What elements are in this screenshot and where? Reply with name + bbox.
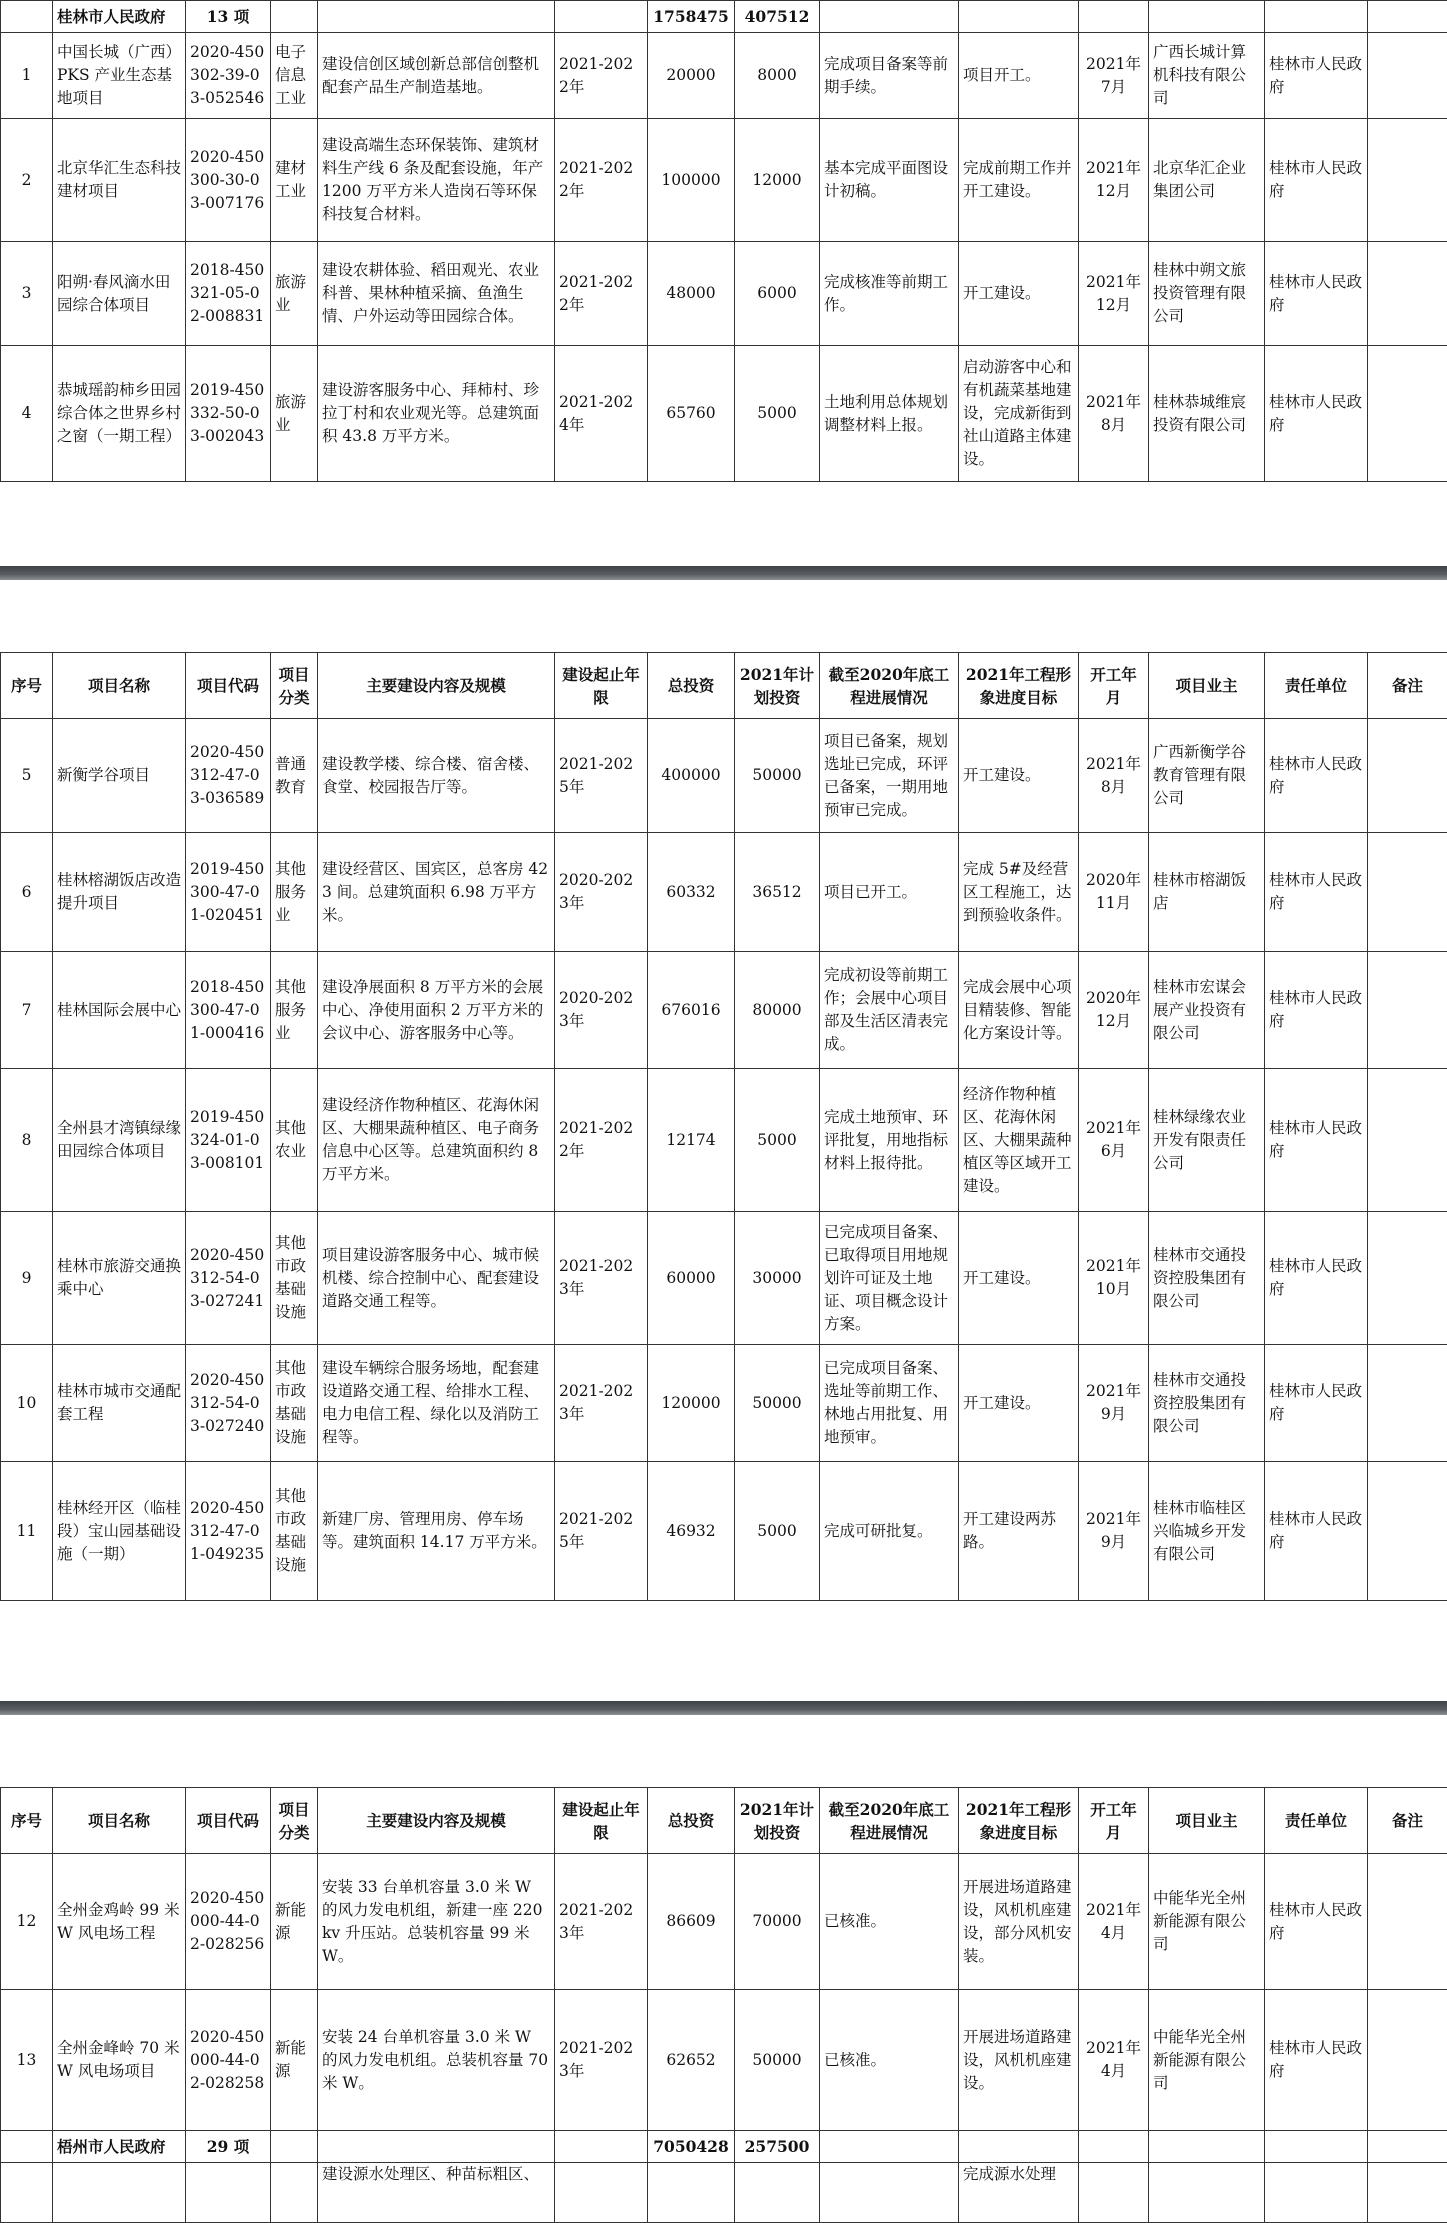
cell-plan: 6000 xyxy=(735,242,820,346)
cell-start: 2020年12月 xyxy=(1079,952,1149,1069)
cell-start: 2021年9月 xyxy=(1079,1345,1149,1462)
cell-resp: 桂林市人民政府 xyxy=(1265,719,1368,833)
cell-start: 2021年9月 xyxy=(1079,1462,1149,1601)
header-cell: 截至2020年底工程进展情况 xyxy=(820,1788,959,1854)
summary-plan: 407512 xyxy=(735,1,820,33)
cell-plan: 12000 xyxy=(735,119,820,242)
cell-start: 2020年11月 xyxy=(1079,833,1149,952)
cell-target: 开工建设。 xyxy=(959,719,1079,833)
cell-code: 2020-450312-54-03-027240 xyxy=(186,1345,271,1462)
cell-total: 48000 xyxy=(648,242,735,346)
cell-start: 2021年6月 xyxy=(1079,1069,1149,1212)
cell-owner: 桂林市临桂区兴临城乡开发有限公司 xyxy=(1149,1462,1265,1601)
cell-start: 2021年4月 xyxy=(1079,1990,1149,2131)
cell-content: 建设经济作物种植区、花海休闲区、大棚果蔬种植区、电子商务信息中心区等。总建筑面积约 8 万平方米。 xyxy=(318,1069,555,1212)
cell-progress: 完成项目备案等前期手续。 xyxy=(820,33,959,119)
table-row xyxy=(1,242,1447,346)
cell-plan: 5000 xyxy=(735,346,820,482)
cell-progress: 完成核准等前期工作。 xyxy=(820,242,959,346)
cell-no: 7 xyxy=(1,952,53,1069)
header-row xyxy=(1,1788,1447,1854)
header-cell: 截至2020年底工程进展情况 xyxy=(820,653,959,719)
cell-target: 完成会展中心项目精装修、智能化方案设计等。 xyxy=(959,952,1079,1069)
cell-plan: 36512 xyxy=(735,833,820,952)
cell-years: 2021-2023年 xyxy=(555,1990,648,2131)
cell-resp: 桂林市人民政府 xyxy=(1265,833,1368,952)
cell-plan: 70000 xyxy=(735,1854,820,1990)
summary-gov-name: 桂林市人民政府 xyxy=(53,1,186,33)
table-row xyxy=(1,33,1447,119)
cell-category: 其他市政基础设施 xyxy=(271,1345,318,1462)
cell-resp: 桂林市人民政府 xyxy=(1265,242,1368,346)
header-cell: 主要建设内容及规模 xyxy=(318,1788,555,1854)
header-cell: 开工年月 xyxy=(1079,653,1149,719)
cell-progress: 已核准。 xyxy=(820,1854,959,1990)
cell-category: 其他市政基础设施 xyxy=(271,1462,318,1601)
cell-code: 2019-450332-50-03-002043 xyxy=(186,346,271,482)
cell-owner: 广西长城计算机科技有限公司 xyxy=(1149,33,1265,119)
cell-content: 新建厂房、管理用房、停车场等。建筑面积 14.17 万平方米。 xyxy=(318,1462,555,1601)
header-cell: 项目分类 xyxy=(271,653,318,719)
cell-plan: 50000 xyxy=(735,1345,820,1462)
cell-total: 20000 xyxy=(648,33,735,119)
cell-name: 桂林市旅游交通换乘中心 xyxy=(53,1212,186,1345)
cell-name: 中国长城（广西）PKS 产业生态基地项目 xyxy=(53,33,186,119)
cell-resp: 桂林市人民政府 xyxy=(1265,346,1368,482)
cell-resp: 桂林市人民政府 xyxy=(1265,1345,1368,1462)
cell-plan: 5000 xyxy=(735,1462,820,1601)
page-1 xyxy=(0,0,1447,482)
cell-years: 2021-2022年 xyxy=(555,119,648,242)
cell-owner: 桂林市榕湖饭店 xyxy=(1149,833,1265,952)
cell-note xyxy=(1368,1462,1447,1601)
cell-no: 13 xyxy=(1,1990,53,2131)
header-cell: 项目代码 xyxy=(186,653,271,719)
cell-no: 6 xyxy=(1,833,53,952)
cell-progress: 完成可研批复。 xyxy=(820,1462,959,1601)
cell-target: 完成源水处理 xyxy=(959,2163,1079,2223)
cell-owner: 桂林中朔文旅投资管理有限公司 xyxy=(1149,242,1265,346)
cell-target: 完成 5#及经营区工程施工，达到预验收条件。 xyxy=(959,833,1079,952)
cell-resp: 桂林市人民政府 xyxy=(1265,1069,1368,1212)
cell-name: 北京华汇生态科技建材项目 xyxy=(53,119,186,242)
cell-code: 2020-450312-47-01-049235 xyxy=(186,1462,271,1601)
cell-code: 2018-450300-47-01-000416 xyxy=(186,952,271,1069)
cell-owner: 北京华汇企业集团公司 xyxy=(1149,119,1265,242)
cell-years: 2021-2025年 xyxy=(555,1462,648,1601)
cell-content: 建设游客服务中心、拜柿村、珍拉丁村和农业观光等。总建筑面积 43.8 万平方米。 xyxy=(318,346,555,482)
header-row xyxy=(1,653,1447,719)
cell-years: 2021-2023年 xyxy=(555,1345,648,1462)
cell-code: 2020-450000-44-02-028258 xyxy=(186,1990,271,2131)
cell-total: 60000 xyxy=(648,1212,735,1345)
cell-start: 2021年8月 xyxy=(1079,719,1149,833)
project-table-page-2 xyxy=(0,652,1447,1601)
cell-category: 其他农业 xyxy=(271,1069,318,1212)
cell-name: 新衡学谷项目 xyxy=(53,719,186,833)
cell-start: 2021年8月 xyxy=(1079,346,1149,482)
cell-progress: 已完成项目备案、已取得项目用地规划许可证及土地证、项目概念设计方案。 xyxy=(820,1212,959,1345)
cell-name: 桂林市城市交通配套工程 xyxy=(53,1345,186,1462)
cell-category: 普通教育 xyxy=(271,719,318,833)
cell-name: 阳朔·春风滴水田园综合体项目 xyxy=(53,242,186,346)
cell-start: 2021年4月 xyxy=(1079,1854,1149,1990)
cell-code: 2019-450324-01-03-008101 xyxy=(186,1069,271,1212)
cell-total: 400000 xyxy=(648,719,735,833)
cell-note xyxy=(1368,242,1447,346)
summary-total: 7050428 xyxy=(648,2131,735,2163)
cell-code: 2020-450312-47-03-036589 xyxy=(186,719,271,833)
cell-years: 2021-2024年 xyxy=(555,346,648,482)
cell-plan: 50000 xyxy=(735,1990,820,2131)
cell-target: 开工建设两苏路。 xyxy=(959,1462,1079,1601)
cell-progress: 基本完成平面图设计初稿。 xyxy=(820,119,959,242)
cell-name: 全州县才湾镇绿缘田园综合体项目 xyxy=(53,1069,186,1212)
cell-no: 10 xyxy=(1,1345,53,1462)
cell-owner: 桂林市交通投资控股集团有限公司 xyxy=(1149,1345,1265,1462)
cell-note xyxy=(1368,119,1447,242)
summary-count: 29 项 xyxy=(186,2131,271,2163)
summary-gov-name: 梧州市人民政府 xyxy=(53,2131,186,2163)
header-cell: 项目业主 xyxy=(1149,653,1265,719)
cell-years: 2021-2025年 xyxy=(555,719,648,833)
summary-total: 1758475 xyxy=(648,1,735,33)
summary-count: 13 项 xyxy=(186,1,271,33)
header-cell: 项目代码 xyxy=(186,1788,271,1854)
cell-category: 建材工业 xyxy=(271,119,318,242)
cell-start: 2021年7月 xyxy=(1079,33,1149,119)
cell-name: 恭城瑶韵柿乡田园综合体之世界乡村之窗（一期工程） xyxy=(53,346,186,482)
cell-note xyxy=(1368,719,1447,833)
cell-owner: 桂林恭城维宸投资有限公司 xyxy=(1149,346,1265,482)
summary-row-guilin xyxy=(1,1,1447,33)
cell-note xyxy=(1368,1990,1447,2131)
cell-note xyxy=(1368,346,1447,482)
cell-note xyxy=(1368,33,1447,119)
cell-owner: 广西新衡学谷教育管理有限公司 xyxy=(1149,719,1265,833)
cell-no: 11 xyxy=(1,1462,53,1601)
summary-row-wuzhou xyxy=(1,2131,1447,2163)
table-row xyxy=(1,346,1447,482)
cell-progress: 已完成项目备案、选址等前期工作、林地占用批复、用地预审。 xyxy=(820,1345,959,1462)
cell-owner: 中能华光全州新能源有限公司 xyxy=(1149,1854,1265,1990)
header-cell: 项目名称 xyxy=(53,1788,186,1854)
cell-no: 1 xyxy=(1,33,53,119)
cell-code: 2020-450312-54-03-027241 xyxy=(186,1212,271,1345)
cell-resp: 桂林市人民政府 xyxy=(1265,1854,1368,1990)
cell-total: 100000 xyxy=(648,119,735,242)
cell-total: 676016 xyxy=(648,952,735,1069)
cell-category: 其他市政基础设施 xyxy=(271,1212,318,1345)
header-cell: 备注 xyxy=(1368,1788,1447,1854)
header-cell: 总投资 xyxy=(648,653,735,719)
cell-no: 2 xyxy=(1,119,53,242)
header-cell: 主要建设内容及规模 xyxy=(318,653,555,719)
cell-progress: 已核准。 xyxy=(820,1990,959,2131)
cell-years: 2020-2023年 xyxy=(555,833,648,952)
cell-note xyxy=(1368,833,1447,952)
cell-code: 2018-450321-05-02-008831 xyxy=(186,242,271,346)
header-cell: 建设起止年限 xyxy=(555,653,648,719)
cell-content: 安装 24 台单机容量 3.0 米 W 的风力发电机组。总装机容量 70 米 W。 xyxy=(318,1990,555,2131)
cell-start: 2021年12月 xyxy=(1079,242,1149,346)
cell-years: 2020-2023年 xyxy=(555,952,648,1069)
cell-total: 12174 xyxy=(648,1069,735,1212)
cell-resp: 桂林市人民政府 xyxy=(1265,1212,1368,1345)
cell-code: 2020-450000-44-02-028256 xyxy=(186,1854,271,1990)
cell-target: 经济作物种植区、花海休闲区、大棚果蔬种植区等区域开工建设。 xyxy=(959,1069,1079,1212)
cell-content: 建设农耕体验、稻田观光、农业科普、果林种植采摘、鱼渔生情、户外运动等田园综合体。 xyxy=(318,242,555,346)
header-cell: 项目名称 xyxy=(53,653,186,719)
header-cell: 总投资 xyxy=(648,1788,735,1854)
table-row xyxy=(1,119,1447,242)
cell-years: 2021-2023年 xyxy=(555,1854,648,1990)
cell-years: 2021-2022年 xyxy=(555,33,648,119)
page-2 xyxy=(0,652,1447,1601)
cell-target: 项目开工。 xyxy=(959,33,1079,119)
cell-progress: 完成初设等前期工作；会展中心项目部及生活区清表完成。 xyxy=(820,952,959,1069)
table-row-partial xyxy=(1,2163,1447,2223)
cell-category: 其他服务业 xyxy=(271,952,318,1069)
header-cell: 序号 xyxy=(1,653,53,719)
table-row xyxy=(1,1345,1447,1462)
cell-owner: 中能华光全州新能源有限公司 xyxy=(1149,1990,1265,2131)
cell-no: 3 xyxy=(1,242,53,346)
cell-category: 旅游业 xyxy=(271,346,318,482)
cell-total: 86609 xyxy=(648,1854,735,1990)
cell-progress: 项目已备案，规划选址已完成，环评已备案，一期用地预审已完成。 xyxy=(820,719,959,833)
cell-name: 全州金鸡岭 99 米 W 风电场工程 xyxy=(53,1854,186,1990)
cell-plan: 5000 xyxy=(735,1069,820,1212)
header-cell: 建设起止年限 xyxy=(555,1788,648,1854)
header-cell: 备注 xyxy=(1368,653,1447,719)
cell-note xyxy=(1368,952,1447,1069)
table-row xyxy=(1,1069,1447,1212)
cell-plan: 8000 xyxy=(735,33,820,119)
cell-content: 项目建设游客服务中心、城市候机楼、综合控制中心、配套建设道路交通工程等。 xyxy=(318,1212,555,1345)
cell-code: 2020-450300-30-03-007176 xyxy=(186,119,271,242)
cell-target: 开工建设。 xyxy=(959,242,1079,346)
cell-owner: 桂林市交通投资控股集团有限公司 xyxy=(1149,1212,1265,1345)
cell-content: 安装 33 台单机容量 3.0 米 W 的风力发电机组，新建一座 220kv 升压站。总装机容量 99 米 W。 xyxy=(318,1854,555,1990)
cell-target: 开工建设。 xyxy=(959,1212,1079,1345)
table-row xyxy=(1,1854,1447,1990)
cell-total: 62652 xyxy=(648,1990,735,2131)
table-row xyxy=(1,719,1447,833)
cell-resp: 桂林市人民政府 xyxy=(1265,119,1368,242)
cell-plan: 30000 xyxy=(735,1212,820,1345)
table-row xyxy=(1,833,1447,952)
cell-name: 桂林经开区（临桂段）宝山园基础设施（一期） xyxy=(53,1462,186,1601)
cell-code: 2019-450300-47-01-020451 xyxy=(186,833,271,952)
cell-category: 电子信息工业 xyxy=(271,33,318,119)
header-cell: 2021年工程形象进度目标 xyxy=(959,1788,1079,1854)
cell-target: 启动游客中心和有机蔬菜基地建设，完成新街到社山道路主体建设。 xyxy=(959,346,1079,482)
header-cell: 2021年计划投资 xyxy=(735,653,820,719)
cell-name: 桂林国际会展中心 xyxy=(53,952,186,1069)
cell-note xyxy=(1368,1345,1447,1462)
cell-plan: 50000 xyxy=(735,719,820,833)
cell-content: 建设净展面积 8 万平方米的会展中心、净使用面积 2 万平方米的会议中心、游客服务中心等。 xyxy=(318,952,555,1069)
cell-years: 2021-2023年 xyxy=(555,1212,648,1345)
cell-content: 建设经营区、国宾区，总客房 423 间。总建筑面积 6.98 万平方米。 xyxy=(318,833,555,952)
header-cell: 2021年计划投资 xyxy=(735,1788,820,1854)
cell-category: 新能源 xyxy=(271,1854,318,1990)
header-cell: 责任单位 xyxy=(1265,1788,1368,1854)
summary-plan: 257500 xyxy=(735,2131,820,2163)
project-table-page-1 xyxy=(0,0,1447,482)
cell-content: 建设教学楼、综合楼、宿舍楼、食堂、校园报告厅等。 xyxy=(318,719,555,833)
cell-no: 8 xyxy=(1,1069,53,1212)
page-separator xyxy=(0,566,1447,580)
header-cell: 项目业主 xyxy=(1149,1788,1265,1854)
cell-total: 60332 xyxy=(648,833,735,952)
table-row xyxy=(1,1212,1447,1345)
cell-start: 2021年10月 xyxy=(1079,1212,1149,1345)
page-separator xyxy=(0,1701,1447,1715)
cell-total: 120000 xyxy=(648,1345,735,1462)
cell-note xyxy=(1368,1212,1447,1345)
cell-category: 其他服务业 xyxy=(271,833,318,952)
header-cell: 2021年工程形象进度目标 xyxy=(959,653,1079,719)
header-cell: 序号 xyxy=(1,1788,53,1854)
cell-years: 2021-2022年 xyxy=(555,1069,648,1212)
cell-target: 开工建设。 xyxy=(959,1345,1079,1462)
cell-category: 旅游业 xyxy=(271,242,318,346)
cell-total: 65760 xyxy=(648,346,735,482)
header-cell: 项目分类 xyxy=(271,1788,318,1854)
cell-resp: 桂林市人民政府 xyxy=(1265,1990,1368,2131)
cell-content: 建设源水处理区、种苗标粗区、 xyxy=(318,2163,555,2223)
cell-resp: 桂林市人民政府 xyxy=(1265,33,1368,119)
page-3 xyxy=(0,1787,1447,2223)
cell-content: 建设车辆综合服务场地，配套建设道路交通工程、给排水工程、电力电信工程、绿化以及消防工程等。 xyxy=(318,1345,555,1462)
cell-note xyxy=(1368,1069,1447,1212)
table-row xyxy=(1,1462,1447,1601)
cell-progress: 土地利用总体规划调整材料上报。 xyxy=(820,346,959,482)
cell-start: 2021年12月 xyxy=(1079,119,1149,242)
project-table-page-3 xyxy=(0,1787,1447,2223)
cell-target: 完成前期工作并开工建设。 xyxy=(959,119,1079,242)
table-row xyxy=(1,952,1447,1069)
header-cell: 责任单位 xyxy=(1265,653,1368,719)
cell-note xyxy=(1368,1854,1447,1990)
table-row xyxy=(1,1990,1447,2131)
cell-category: 新能源 xyxy=(271,1990,318,2131)
cell-name: 全州金峰岭 70 米 W 风电场项目 xyxy=(53,1990,186,2131)
cell-total: 46932 xyxy=(648,1462,735,1601)
cell-no: 5 xyxy=(1,719,53,833)
cell-no: 12 xyxy=(1,1854,53,1990)
cell-owner: 桂林市宏谋会展产业投资有限公司 xyxy=(1149,952,1265,1069)
cell-resp: 桂林市人民政府 xyxy=(1265,952,1368,1069)
header-cell: 开工年月 xyxy=(1079,1788,1149,1854)
cell-content: 建设高端生态环保装饰、建筑材料生产线 6 条及配套设施，年产 1200 万平方米人造岗石等环保科技复合材料。 xyxy=(318,119,555,242)
cell-owner: 桂林绿缘农业开发有限责任公司 xyxy=(1149,1069,1265,1212)
cell-progress: 项目已开工。 xyxy=(820,833,959,952)
cell-content: 建设信创区域创新总部信创整机配套产品生产制造基地。 xyxy=(318,33,555,119)
cell-resp: 桂林市人民政府 xyxy=(1265,1462,1368,1601)
cell-years: 2021-2022年 xyxy=(555,242,648,346)
cell-no: 9 xyxy=(1,1212,53,1345)
cell-code: 2020-450302-39-03-052546 xyxy=(186,33,271,119)
cell-target: 开展进场道路建设，风机机座建设。 xyxy=(959,1990,1079,2131)
cell-progress: 完成土地预审、环评批复，用地指标材料上报待批。 xyxy=(820,1069,959,1212)
cell-no: 4 xyxy=(1,346,53,482)
cell-name: 桂林榕湖饭店改造提升项目 xyxy=(53,833,186,952)
cell-target: 开展进场道路建设，风机机座建设，部分风机安装。 xyxy=(959,1854,1079,1990)
cell-plan: 80000 xyxy=(735,952,820,1069)
